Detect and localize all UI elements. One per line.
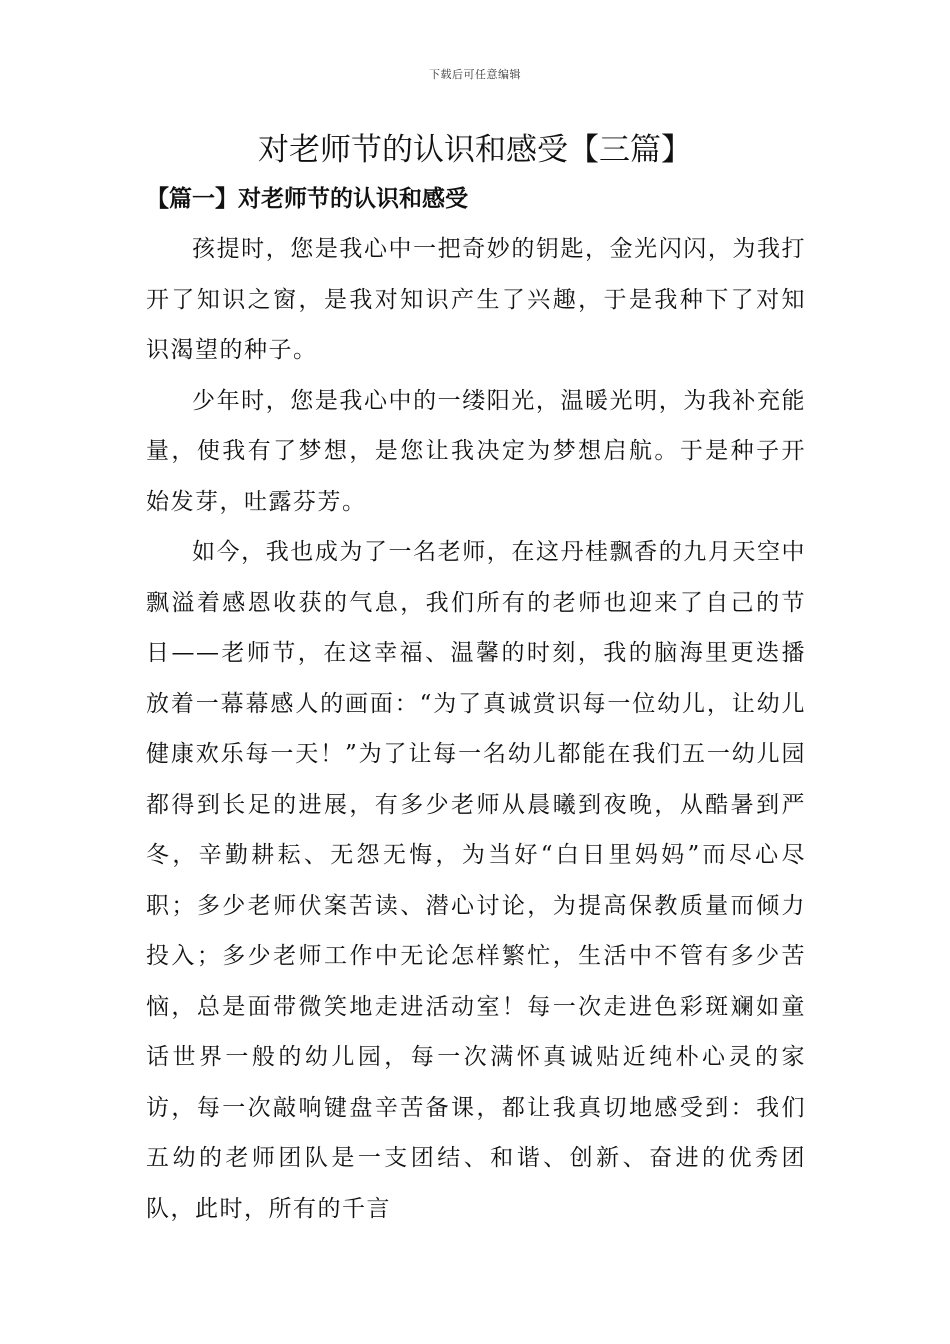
paragraph-now: 如今，我也成为了一名老师，在这丹桂飘香的九月天空中飘溢着感恩收获的气息，我们所有的老师也迎来了自己的节日——老师节，在这幸福、温馨的时刻，我的脑海里更迭播放着一幕幕感人的画面：“为了真诚赏识每一位幼儿，让幼儿健康欢乐每一天！”为了让每一名幼儿都能在我们五一幼儿园都得到长足的进展，有多少老师从晨曦到夜晚，从酷暑到严冬，辛勤耕耘、无怨无悔，为当好“白日里妈妈”而尽心尽职；多少老师伏案苦读、潜心讨论，为提高保教质量而倾力投入；多少老师工作中无论怎样繁忙，生活中不管有多少苦恼，总是面带微笑地走进活动室！每一次走进色彩斑斓如童话世界一般的幼儿园，每一次满怀真诚贴近纯朴心灵的家访，每一次敲响键盘辛苦备课，都让我真切地感受到：我们五幼的老师团队是一支团结、和谐、创新、奋进的优秀团队，此时，所有的千言 (146, 539, 806, 1222)
document-title: 对老师节的认识和感受【三篇】 (258, 132, 692, 168)
section-heading: 【篇一】对老师节的认识和感受 (146, 185, 468, 212)
article-body (146, 224, 806, 1234)
header-note: 下载后可任意编辑 (429, 68, 521, 81)
paragraph-youth: 少年时，您是我心中的一缕阳光，温暖光明，为我补充能量，使我有了梦想，是您让我决定为梦想启航。于是种子开始发芽，吐露芬芳。 (146, 387, 806, 515)
paragraph-childhood: 孩提时，您是我心中一把奇妙的钥匙，金光闪闪，为我打开了知识之窗，是我对知识产生了兴趣，于是我种下了对知识渴望的种子。 (146, 236, 806, 363)
